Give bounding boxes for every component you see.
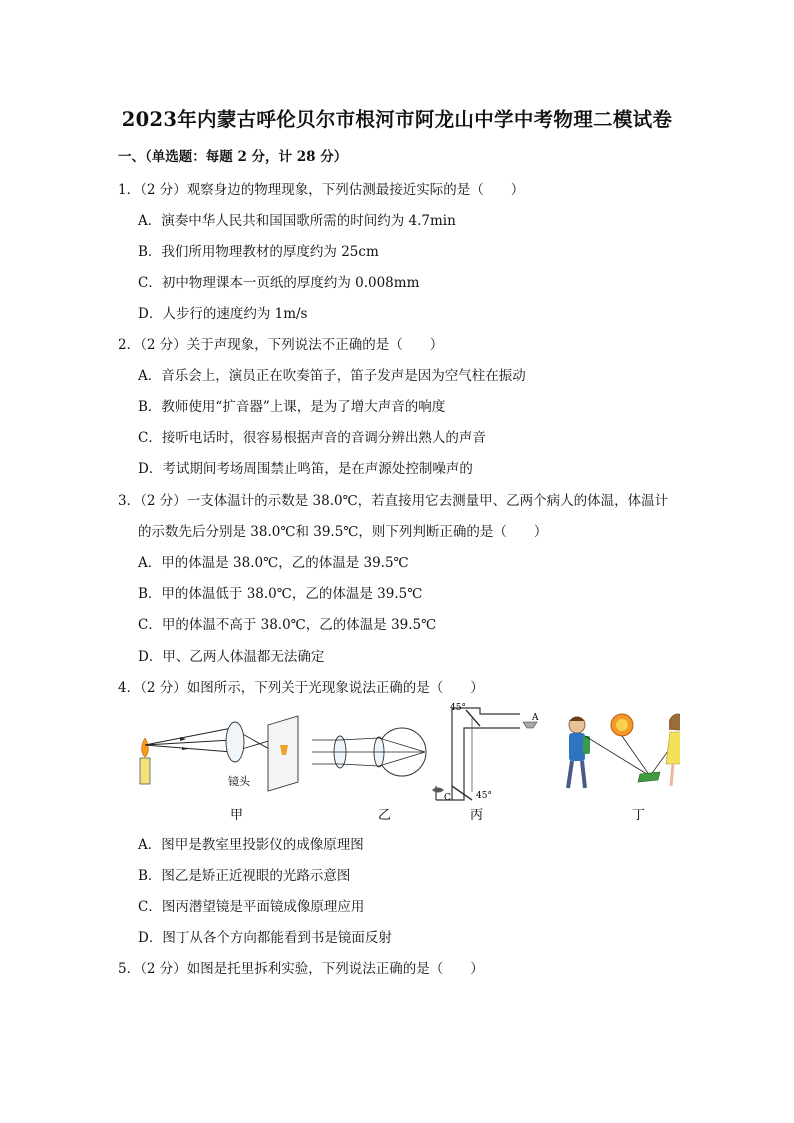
figure-point-a: A	[532, 713, 539, 723]
figure-point-c: C	[444, 793, 451, 803]
optics-figure	[120, 700, 680, 825]
question-1-option-c: C．初中物理课本一页纸的厚度约为 0.008mm	[138, 275, 420, 291]
figure-bing-periscope	[432, 708, 537, 800]
figure-angle-top: 45°	[450, 703, 466, 713]
section-heading: 一、（单选题：每题 2 分，计 28 分）	[118, 149, 348, 165]
question-3-option-d: D．甲、乙两人体温都无法确定	[138, 649, 325, 665]
question-2-option-d: D．考试期间考场周围禁止鸣笛，是在声源处控制噪声的	[138, 461, 473, 477]
figure-jia-projector	[140, 716, 298, 791]
page-title: 2023年内蒙古呼伦贝尔市根河市阿龙山中学中考物理二模试卷	[121, 108, 673, 131]
question-3-stem: 3．（2 分）一支体温计的示数是 38.0℃，若直接用它去测量甲、乙两个病人的体温，体温计	[118, 493, 669, 509]
question-4-option-c: C．图丙潜望镜是平面镜成像原理应用	[138, 899, 365, 915]
figure-lens-label: 镜头	[228, 775, 250, 788]
question-3-option-c: C．甲的体温不高于 38.0℃，乙的体温是 39.5℃	[138, 617, 437, 633]
question-2-option-c: C．接听电话时，很容易根据声音的音调分辨出熟人的声音	[138, 430, 486, 446]
figure-label-yi: 乙	[378, 808, 392, 823]
question-4-option-a: A．图甲是教室里投影仪的成像原理图	[138, 837, 364, 853]
figure-label-ding: 丁	[632, 808, 646, 823]
question-4-option-d: D．图丁从各个方向都能看到书是镜面反射	[138, 930, 392, 946]
figure-yi-eye	[312, 728, 426, 776]
question-3-option-b: B．甲的体温低于 38.0℃，乙的体温是 39.5℃	[138, 586, 423, 602]
question-2-option-a: A．音乐会上，演员正在吹奏笛子，笛子发声是因为空气柱在振动	[138, 368, 526, 384]
question-1-option-d: D．人步行的速度约为 1m/s	[138, 306, 308, 322]
question-1-stem: 1．（2 分）观察身边的物理现象，下列估测最接近实际的是（ ）	[118, 182, 525, 198]
question-5-stem: 5．（2 分）如图是托里拆利实验，下列说法正确的是（ ）	[118, 961, 484, 977]
question-3-option-a: A．甲的体温是 38.0℃，乙的体温是 39.5℃	[138, 555, 409, 571]
figure-label-jia: 甲	[230, 808, 244, 823]
question-1-option-b: B．我们所用物理教材的厚度约为 25cm	[138, 244, 379, 260]
figure-angle-bottom: 45°	[476, 791, 492, 801]
question-3-stem-continued: 的示数先后分别是 38.0℃和 39.5℃，则下列判断正确的是（ ）	[138, 524, 548, 540]
figure-ding-reflection	[568, 714, 680, 788]
question-4-option-b: B．图乙是矫正近视眼的光路示意图	[138, 868, 351, 884]
figure-label-bing: 丙	[470, 808, 484, 823]
question-2-stem: 2．（2 分）关于声现象，下列说法不正确的是（ ）	[118, 337, 444, 353]
question-4-stem: 4．（2 分）如图所示，下列关于光现象说法正确的是（ ）	[118, 680, 484, 696]
question-1-option-a: A．演奏中华人民共和国国歌所需的时间约为 4.7min	[138, 213, 456, 229]
question-2-option-b: B．教师使用“扩音器”上课，是为了增大声音的响度	[138, 399, 446, 415]
